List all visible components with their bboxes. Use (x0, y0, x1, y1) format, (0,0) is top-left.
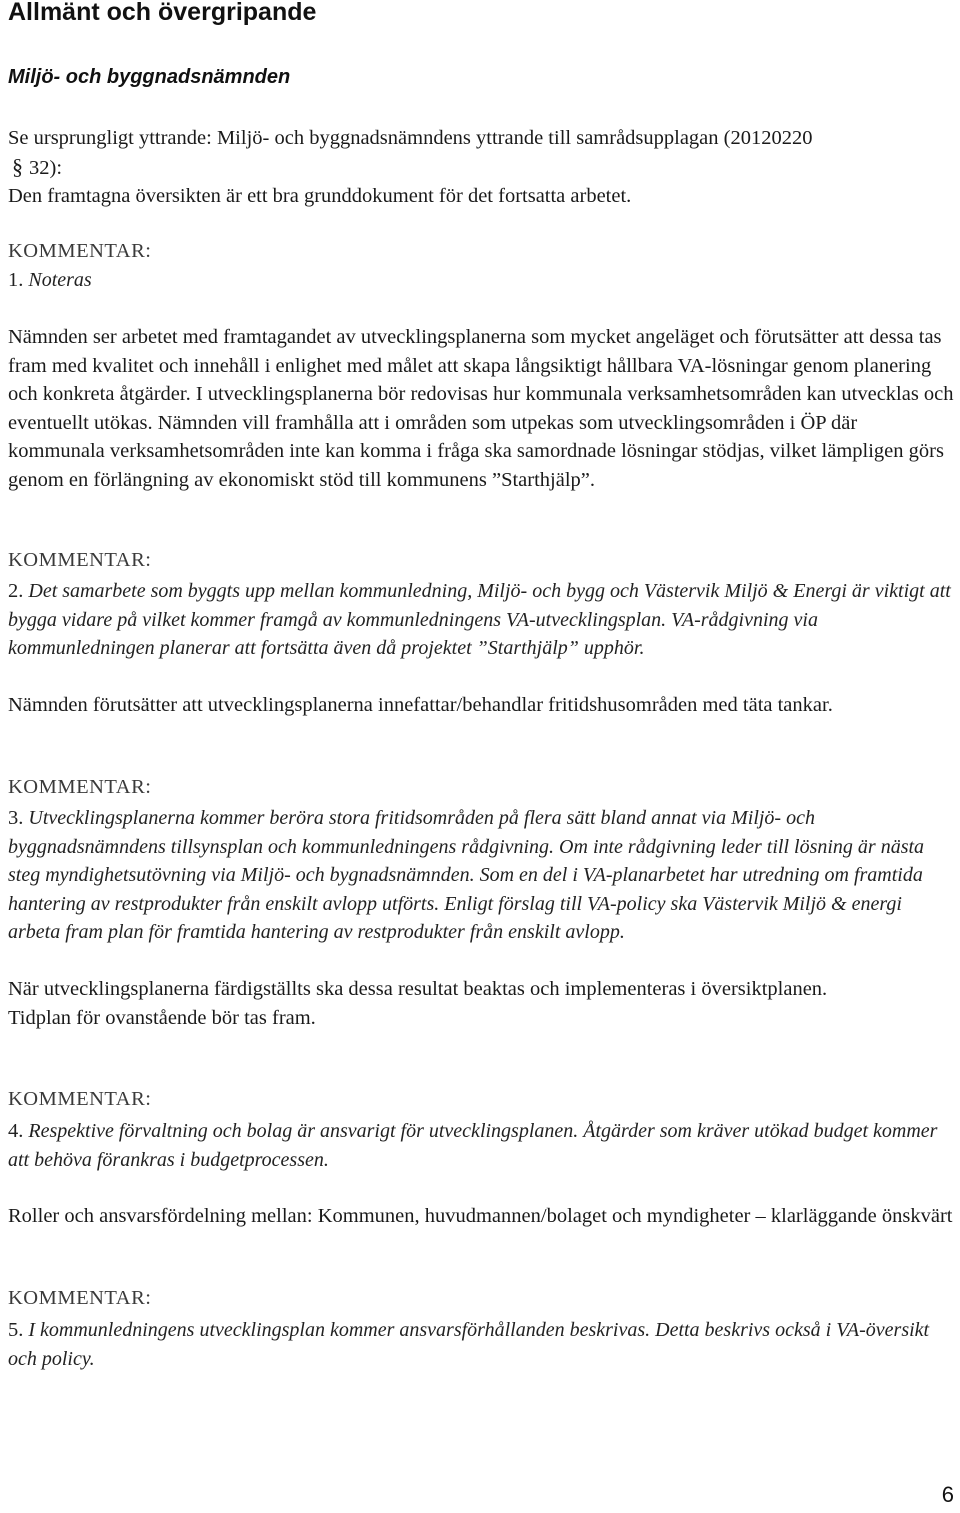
reply-number: 4. (8, 1120, 24, 1142)
comment-reply-5 (8, 1316, 956, 1373)
page-number: 6 (941, 1482, 954, 1507)
intro-line-3: Den framtagna översikten är ett bra grunddokument för det fortsatta arbetet. (8, 185, 632, 207)
reply-number: 1. (8, 269, 24, 291)
reply-text: Respektive förvaltning och bolag är ansvarigt för utvecklingsplanen. Åtgärder som kräver utökad budget kommer att behöva förankras i budgetprocessen. (8, 1120, 938, 1171)
paragraph-1: Nämnden ser arbetet med framtagandet av utvecklingsplanerna som mycket angeläget och förutsätter att dessa tas fram med kvalitet och innehåll i enlighet med målet att skapa långsiktigt hållbara VA-lösningar genom planering och konkreta åtgärder. I utvecklingsplanerna bör redovisas hur kommunala verksamhetsområden kan utvecklas och eventuellt utökas. Nämnden vill framhålla att i områden som utpekas som utvecklingsområden i ÖP där kommunala verksamhetsområden inte kan komma i fråga ska samordnade lösningar stödjas, vilket lämpligen görs genom en förlängning av ekonomiskt stöd till kommunens ”Starthjälp”. (8, 326, 954, 491)
reply-text: Det samarbete som byggts upp mellan kommunledning, Miljö- och bygg och Västervik Miljö & Energi är viktigt att bygga vidare på vilket kommer framgå av kommunledningens VA-utvecklingsplan. VA-rådgivning via kommunledningen planerar att fortsätta även då projektet ”Starthjälp” upphör. (8, 580, 951, 659)
comment-label: KOMMENTAR: (8, 240, 152, 262)
comment-label: KOMMENTAR: (8, 549, 152, 571)
comment-label: KOMMENTAR: (8, 1088, 152, 1110)
committee-heading: Miljö- och byggnadsnämnden (8, 66, 291, 88)
comment-reply-2 (8, 577, 956, 663)
reply-text: Noteras (28, 269, 92, 291)
section-heading: Allmänt och övergripande (8, 0, 317, 26)
comment-reply-3 (8, 804, 956, 947)
paragraph-3 (8, 975, 956, 1032)
comment-reply-1 (8, 266, 956, 295)
comment-label: KOMMENTAR: (8, 776, 152, 798)
intro-line-2: 32): (29, 156, 63, 179)
schedule-note: Tidplan för ovanstående bör tas fram. (8, 1006, 316, 1029)
reply-number: 5. (8, 1319, 24, 1341)
reply-number: 2. (8, 580, 24, 602)
reply-text: Utvecklingsplanerna kommer beröra stora fritidsområden på flera sätt bland annat via Miljö- och byggnadsnämndens tillsynsplan och kommunledningens rådgivning. Om inte rådgivning leder till lösning är nästa steg myndighetsutövning via Miljö- och bygnadsnämnden. Som en del i VA-planarbetet har utredning om framtida hantering av restprodukter från enskilt avlopp utförts. Enligt förslag till VA-policy ska Västervik Miljö & energi arbeta fram plan för framtida hantering av restprodukter från enskilt avlopp. (8, 807, 925, 943)
comment-label: KOMMENTAR: (8, 1287, 152, 1309)
comment-reply-4 (8, 1117, 956, 1174)
paragraph-3-text: När utvecklingsplanerna färdigställts ska dessa resultat beaktas och implementeras i översiktplanen. (8, 978, 828, 1000)
intro-line-1: Se ursprungligt yttrande: Miljö- och byggnadsnämndens yttrande till samrådsupplagan (20120220 (8, 127, 813, 149)
paragraph-2: Nämnden förutsätter att utvecklingsplanerna innefattar/behandlar fritidshusområden med täta tankar. (8, 694, 833, 716)
paragraph-4: Roller och ansvarsfördelning mellan: Kommunen, huvudmannen/bolaget och myndigheter – klarläggande önskvärt (8, 1205, 953, 1227)
section-symbol: § (12, 153, 23, 179)
reply-number: 3. (8, 807, 24, 829)
reply-text: I kommunledningens utvecklingsplan kommer ansvarsförhållanden beskrivas. Detta beskrivs också i VA-översikt och policy. (8, 1319, 930, 1370)
intro-paragraph (8, 124, 956, 211)
